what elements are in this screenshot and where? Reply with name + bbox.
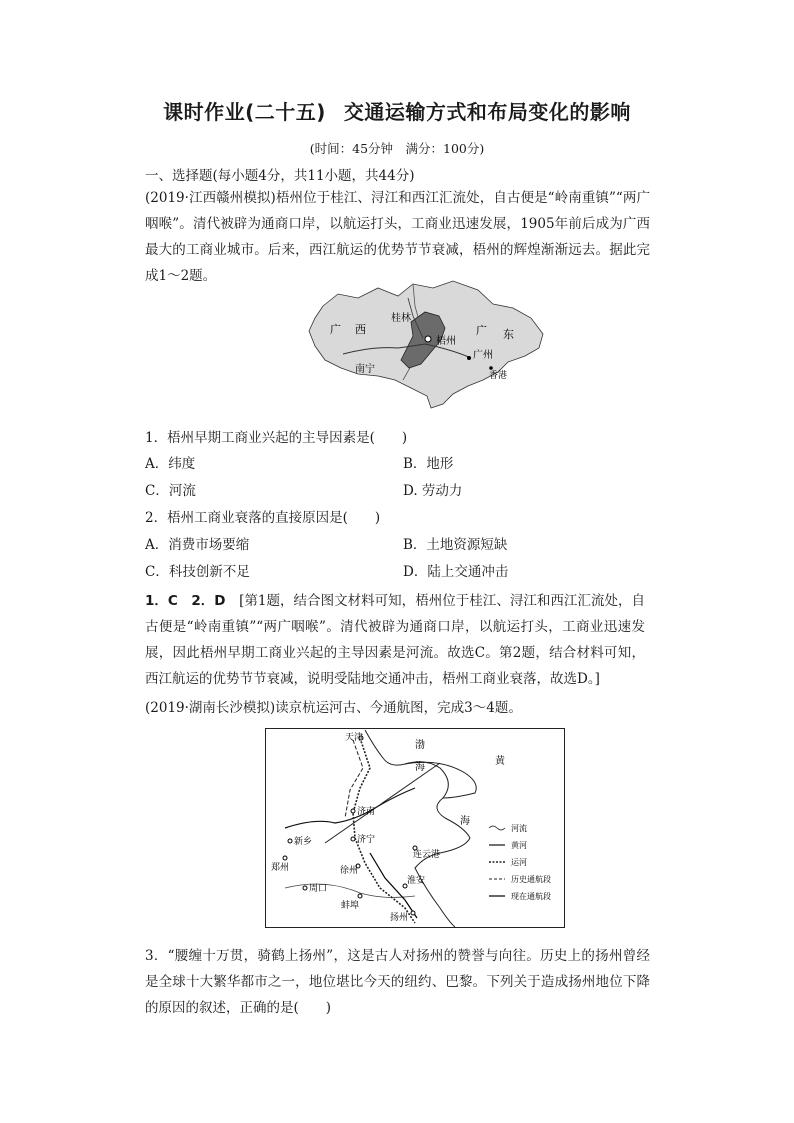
map2-label-lianyungang: 连云港: [413, 850, 441, 860]
map2-zhengzhou-dot: [283, 856, 287, 860]
legend-current: 现在通航段: [511, 892, 551, 901]
q1-option-d: D. 劳动力: [403, 483, 463, 499]
map2-label-jinan: 济南: [357, 807, 376, 817]
map2-label-hai2: 海: [460, 816, 470, 827]
map1-label-wuzhou: 梧州: [436, 336, 456, 347]
page-title: [0, 96, 794, 125]
map2-label-huang: 黄: [495, 756, 505, 767]
q3-text: 3．“腰缠十万贯，骑鹤上扬州”，这是古人对扬州的赞誉与向往。历史上的扬州曾经是全球十大繁华都市之一，地位堪比今天的纽约、巴黎。下列关于造成扬州地位下降的原因的叙述，正确的是( ): [145, 948, 650, 1016]
map2-label-hai: 海: [415, 762, 425, 773]
map1-label-hongkong: 香港: [489, 371, 508, 381]
map2-jinan-dot: [351, 809, 355, 813]
passage-2: (2019·湖南长沙模拟)读京杭运河古、今通航图，完成3～4题。: [145, 700, 522, 716]
map1-label-nanning: 南宁: [355, 364, 375, 375]
map2-label-tianjin: 天津: [345, 733, 364, 743]
title-part2: 交通运输方式和布局变化的影响: [343, 100, 631, 124]
map-guangxi-guangdong: [303, 276, 553, 414]
map1-wuzhou-dot: [425, 336, 431, 342]
map2-bengbu-dot: [358, 894, 362, 898]
map1-label-guilin: 桂林: [391, 313, 411, 324]
legend-river: 河流: [511, 824, 527, 833]
map1-label-guangdong-1: 广: [476, 324, 487, 337]
q1-option-a: A．纬度: [145, 456, 196, 472]
map-grand-canal: [265, 728, 565, 928]
legend-yellow-river: 黄河: [511, 841, 527, 850]
map1-label-guangxi-1: 广: [330, 323, 341, 336]
q2-stem: 2．梧州工商业衰落的直接原因是( ): [145, 510, 381, 526]
q2-option-c: C．科技创新不足: [145, 564, 250, 580]
map2-zhoukou-dot: [303, 886, 307, 890]
q1-option-b: B．地形: [403, 456, 454, 472]
legend-historic: 历史通航段: [511, 875, 551, 884]
q2-option-b: B．土地资源短缺: [403, 537, 508, 553]
map1-guangzhou-dot: [467, 356, 471, 360]
legend-canal: 运河: [511, 858, 527, 867]
map2-label-xinxiang: 新乡: [294, 837, 313, 847]
section-heading: 一、选择题(每小题4分，共11小题，共44分): [145, 168, 415, 184]
map2-label-bengbu: 蚌埠: [341, 901, 360, 911]
map1-label-guangdong-2: 东: [503, 328, 514, 341]
map2-label-bo: 渤: [415, 740, 425, 751]
q2-option-a: A．消费市场要缩: [145, 537, 250, 553]
answer-explanation-1-2: [第1题，结合图文材料可知，梧州位于桂江、浔江和西江汇流处，自古便是“岭南重镇”“两广咽喉”。清代被辟为通商口岸，以航运打头，工商业迅速发展，因此梧州早期工商业兴起的主导因素是河流。故选C。第2题，结合材料可知，西江航运的优势节节衰减，说明受陆地交通冲击，梧州工商业衰落，故选D。]: [145, 593, 646, 687]
map2-jining-dot: [351, 837, 355, 841]
title-part1: 课时作业(二十五): [163, 100, 326, 124]
answer-1-2: [145, 588, 645, 692]
q2-option-d: D．陆上交通冲击: [403, 564, 509, 580]
map2-xinxiang-dot: [288, 839, 292, 843]
map1-label-guangxi-2: 西: [355, 323, 366, 336]
map2-label-zhoukou: 周口: [309, 884, 328, 894]
answer-key-1-2: 1．C 2．D: [145, 593, 226, 609]
map1-hongkong-dot: [489, 366, 493, 370]
map2-label-xuzhou: 徐州: [340, 866, 359, 876]
map2-label-yangzhou: 扬州: [390, 913, 409, 923]
time-score-info: (时间：45分钟 满分：100分): [309, 141, 485, 156]
map2-label-zhengzhou: 郑州: [271, 863, 290, 873]
map2-label-jining: 济宁: [357, 835, 376, 845]
q1-option-c: C．河流: [145, 483, 196, 499]
passage-1: (2019·江西赣州模拟)梧州位于桂江、浔江和西江汇流处，自古便是“岭南重镇”“两广咽喉”。清代被辟为通商口岸，以航运打头，工商业迅速发展，1905年前后成为广西最大的工商业城市。后来，西江航运的优势节节衰减，梧州的辉煌渐渐远去。据此完成1～2题。: [145, 190, 650, 284]
map2-yangzhou-dot: [411, 911, 415, 915]
q1-stem: 1．梧州早期工商业兴起的主导因素是( ): [145, 430, 408, 446]
map1-label-guangzhou: 广州: [473, 350, 493, 361]
map2-label-huaian: 淮安: [407, 876, 426, 886]
